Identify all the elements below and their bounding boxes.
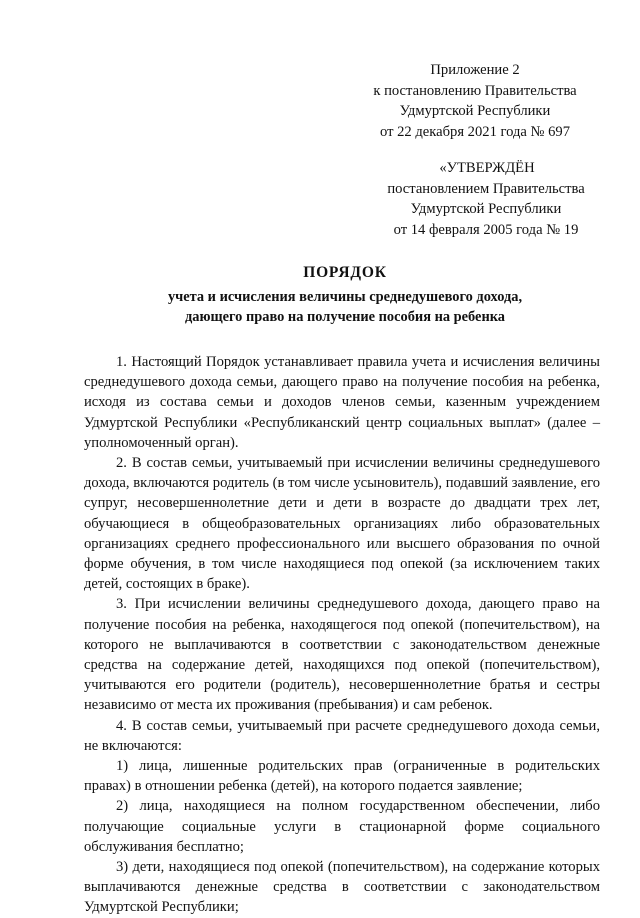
appendix-line-3: Удмуртской Республики (399, 103, 551, 119)
approved-line-2: постановлением Правительства (387, 180, 585, 197)
appendix-line-4: от 22 декабря 2021 года № 697 (379, 123, 571, 140)
approved-line-4: от 14 февраля 2005 года № 19 (393, 221, 579, 238)
approved-line-3: Удмуртской Республики (410, 201, 562, 217)
appendix-line-2: к постановлению Правительства (373, 82, 577, 99)
approved-line-1: «УТВЕРЖДЁН (439, 160, 535, 176)
appendix-line-1: Приложение 2 (430, 62, 520, 78)
document-body (84, 352, 600, 918)
title-subtitle-line-1: учета и исчисления величины среднедушевого дохода, (167, 289, 523, 305)
paragraph-3: 3. При исчислении величины среднедушевого дохода, дающего право на получение пособия на ребенка, находящегося под опекой (попечительством), на которого не выплачиваются в соответствии с законодательством денежные средства на содержание детей, находящихся под опекой (попечительством), учитываются его родители (родитель), несовершеннолетние братья и сестры независимо от места их проживания (пребывания) и сам ребенок. (84, 596, 600, 714)
paragraph-4: 4. В состав семьи, учитываемый при расчете среднедушевого дохода семьи, не включаются: (84, 717, 600, 754)
appendix-header (355, 60, 595, 142)
paragraph-2: 2. В состав семьи, учитываемый при исчислении величины среднедушевого дохода, включаются родитель (в том числе усыновитель), подавший заявление, его супруг, несовершеннолетние дети и дети в возрасте до двадцати трех лет, обучающиеся в общеобразовательных организациях либо образовательных организациях среднего профессионального или высшего образования по очной форме обучения, в том числе находящиеся под опекой (за исключением таких детей, состоящих в браке). (84, 455, 600, 593)
title-subtitle-line-2: дающего право на получение пособия на ребенка (184, 309, 506, 325)
title-main: ПОРЯДОК (303, 264, 387, 281)
approved-block (366, 158, 606, 240)
document-title (90, 262, 600, 327)
paragraph-1: 1. Настоящий Порядок устанавливает правила учета и исчисления величины среднедушевого дохода семьи, дающего право на получение пособия на ребенка, исходя из состава семьи и доходов членов семьи, казенным учреждением Удмуртской Республики «Республиканский центр социальных выплат» (далее – уполномоченный орган). (84, 354, 600, 451)
list-item-2: 2) лица, находящиеся на полном государственном обеспечении, либо получающие социальные услуги в стационарной форме социального обслуживания бесплатно; (84, 798, 600, 855)
list-item-1: 1) лица, лишенные родительских прав (ограниченные в родительских правах) в отношении ребенка (детей), на которого подается заявление; (84, 758, 600, 795)
list-item-3: 3) дети, находящиеся под опекой (попечительством), на содержание которых выплачиваются денежные средства в соответствии с законодательством Удмуртской Республики; (84, 859, 600, 916)
